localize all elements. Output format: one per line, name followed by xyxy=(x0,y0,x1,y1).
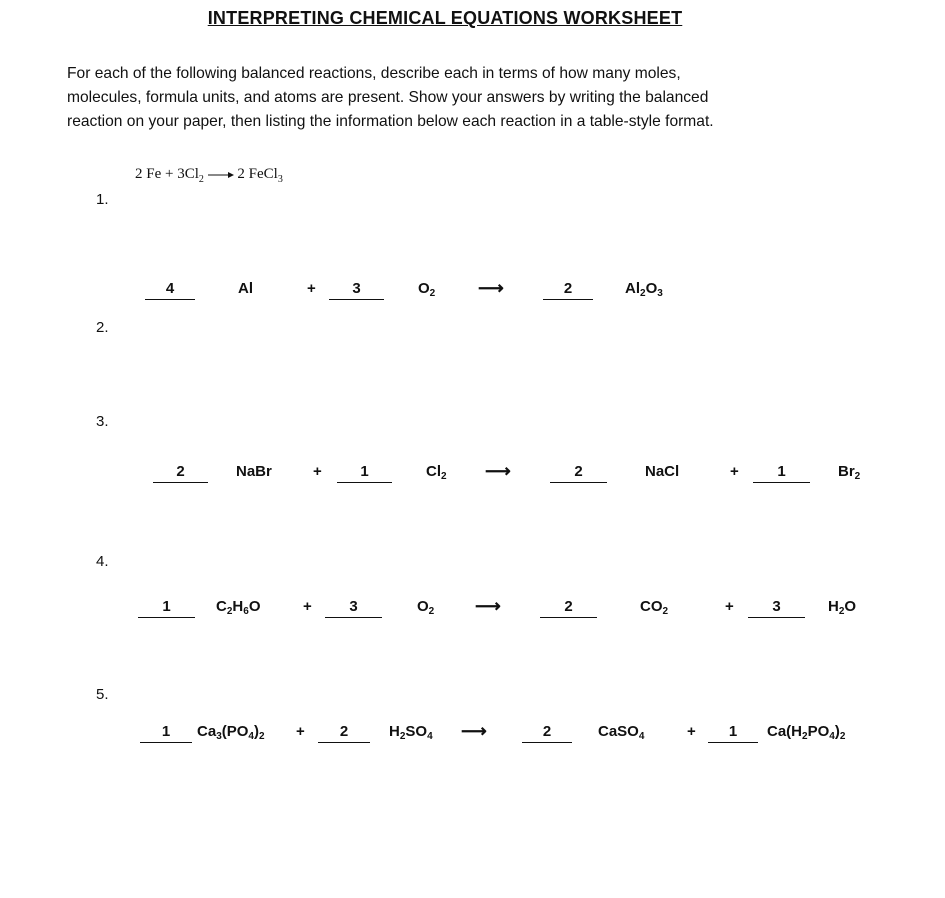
formula: NaCl xyxy=(645,463,680,480)
subscript: 2 xyxy=(662,606,669,617)
equation-1 xyxy=(135,166,283,185)
equation-4 xyxy=(0,598,945,624)
formula-part: O xyxy=(418,280,430,297)
formula-part: Br xyxy=(838,463,855,480)
formula xyxy=(838,463,860,482)
subscript: 2 xyxy=(198,174,204,185)
subscript: 2 xyxy=(854,471,861,482)
coefficient-blank: 2 xyxy=(318,723,370,743)
formula xyxy=(828,598,856,617)
coefficient-blank: 2 xyxy=(550,463,607,483)
plus-sign: + xyxy=(307,280,316,297)
coefficient-blank: 2 xyxy=(522,723,572,743)
question-number-5: 5. xyxy=(96,686,109,703)
formula xyxy=(417,598,434,617)
formula-part: Ca(H xyxy=(767,723,803,740)
subscript: 2 xyxy=(399,731,406,742)
formula-part: CaSO xyxy=(598,723,639,740)
reaction-arrow-icon xyxy=(208,170,234,180)
formula: Fe xyxy=(146,166,162,182)
formula xyxy=(216,598,260,617)
coefficient-blank: 3 xyxy=(325,598,382,618)
worksheet-title: INTERPRETING CHEMICAL EQUATIONS WORKSHEET xyxy=(207,8,683,28)
subscript: 3 xyxy=(657,288,663,299)
coefficient-blank: 2 xyxy=(540,598,597,618)
formula: FeCl xyxy=(248,166,278,182)
reaction-arrow-icon: ⟶ xyxy=(478,278,504,298)
coefficient-blank: 1 xyxy=(337,463,392,483)
formula xyxy=(767,723,845,742)
formula-part: O xyxy=(645,280,658,297)
equation-5 xyxy=(0,723,945,749)
formula xyxy=(625,280,663,299)
subscript: 4 xyxy=(829,731,835,742)
instructions xyxy=(67,62,837,134)
formula-part: PO xyxy=(807,723,830,740)
subscript: 2 xyxy=(640,288,646,299)
subscript: 2 xyxy=(838,606,845,617)
formula-part: Ca xyxy=(197,723,217,740)
subscript: 6 xyxy=(243,606,249,617)
subscript: 4 xyxy=(427,731,433,742)
question-number-3: 3. xyxy=(96,413,109,430)
question-number-4: 4. xyxy=(96,553,109,570)
equation-2 xyxy=(0,280,945,306)
coefficient-blank: 2 xyxy=(543,280,593,300)
equation-3 xyxy=(0,463,945,489)
coefficient: 2 xyxy=(135,166,143,182)
formula-part: O xyxy=(417,598,429,615)
coefficient: 2 xyxy=(237,166,245,182)
formula: Cl xyxy=(184,166,199,182)
formula-part: SO xyxy=(405,723,428,740)
question-number-2: 2. xyxy=(96,319,109,336)
subscript: 2 xyxy=(429,288,436,299)
subscript: 2 xyxy=(428,606,435,617)
coefficient-blank: 2 xyxy=(153,463,208,483)
coefficient-blank: 1 xyxy=(138,598,195,618)
plus-sign: + xyxy=(313,463,322,480)
coefficient-blank: 4 xyxy=(145,280,195,300)
subscript: 3 xyxy=(216,731,222,742)
coefficient-blank: 3 xyxy=(329,280,384,300)
coefficient: 3 xyxy=(177,166,185,182)
plus-sign: + xyxy=(165,166,174,182)
formula xyxy=(426,463,447,482)
subscript: 4 xyxy=(248,731,254,742)
subscript: 2 xyxy=(258,731,265,742)
subscript: 2 xyxy=(226,606,233,617)
coefficient-blank: 1 xyxy=(140,723,192,743)
subscript: 2 xyxy=(839,731,846,742)
formula-part: ) xyxy=(253,723,259,740)
formula xyxy=(640,598,668,617)
formula-part: H xyxy=(828,598,839,615)
formula-part: C xyxy=(216,598,227,615)
subscript: 2 xyxy=(802,731,808,742)
formula xyxy=(598,723,644,742)
reaction-arrow-icon: ⟶ xyxy=(475,596,501,616)
formula-part: O xyxy=(844,598,857,615)
question-number-1: 1. xyxy=(96,191,109,208)
reaction-arrow-icon: ⟶ xyxy=(485,461,511,481)
plus-sign: + xyxy=(296,723,305,740)
plus-sign: + xyxy=(730,463,739,480)
coefficient-blank: 3 xyxy=(748,598,805,618)
formula-part: ) xyxy=(834,723,840,740)
formula: NaBr xyxy=(236,463,272,480)
formula xyxy=(389,723,433,742)
coefficient-blank: 1 xyxy=(708,723,758,743)
plus-sign: + xyxy=(303,598,312,615)
instructions-line: For each of the following balanced reactions, describe each in terms of how many moles, xyxy=(67,65,681,82)
reaction-arrow-icon: ⟶ xyxy=(461,721,487,741)
formula-part: CO xyxy=(640,598,663,615)
formula: Al xyxy=(238,280,253,297)
formula-part: H xyxy=(389,723,400,740)
formula-part: (PO xyxy=(221,723,249,740)
plus-sign: + xyxy=(725,598,734,615)
plus-sign: + xyxy=(687,723,696,740)
subscript: 2 xyxy=(441,471,447,482)
formula-part: Al xyxy=(625,280,640,297)
formula-part: Cl xyxy=(426,463,441,480)
instructions-line: reaction on your paper, then listing the information below each reaction in a table-style format. xyxy=(67,113,714,130)
formula-part: O xyxy=(248,598,261,615)
instructions-line: molecules, formula units, and atoms are present. Show your answers by writing the balanced xyxy=(67,89,709,106)
formula-part: H xyxy=(232,598,244,615)
coefficient-blank: 1 xyxy=(753,463,810,483)
formula xyxy=(197,723,265,742)
subscript: 4 xyxy=(638,731,645,742)
subscript: 3 xyxy=(277,174,283,185)
formula xyxy=(418,280,435,299)
